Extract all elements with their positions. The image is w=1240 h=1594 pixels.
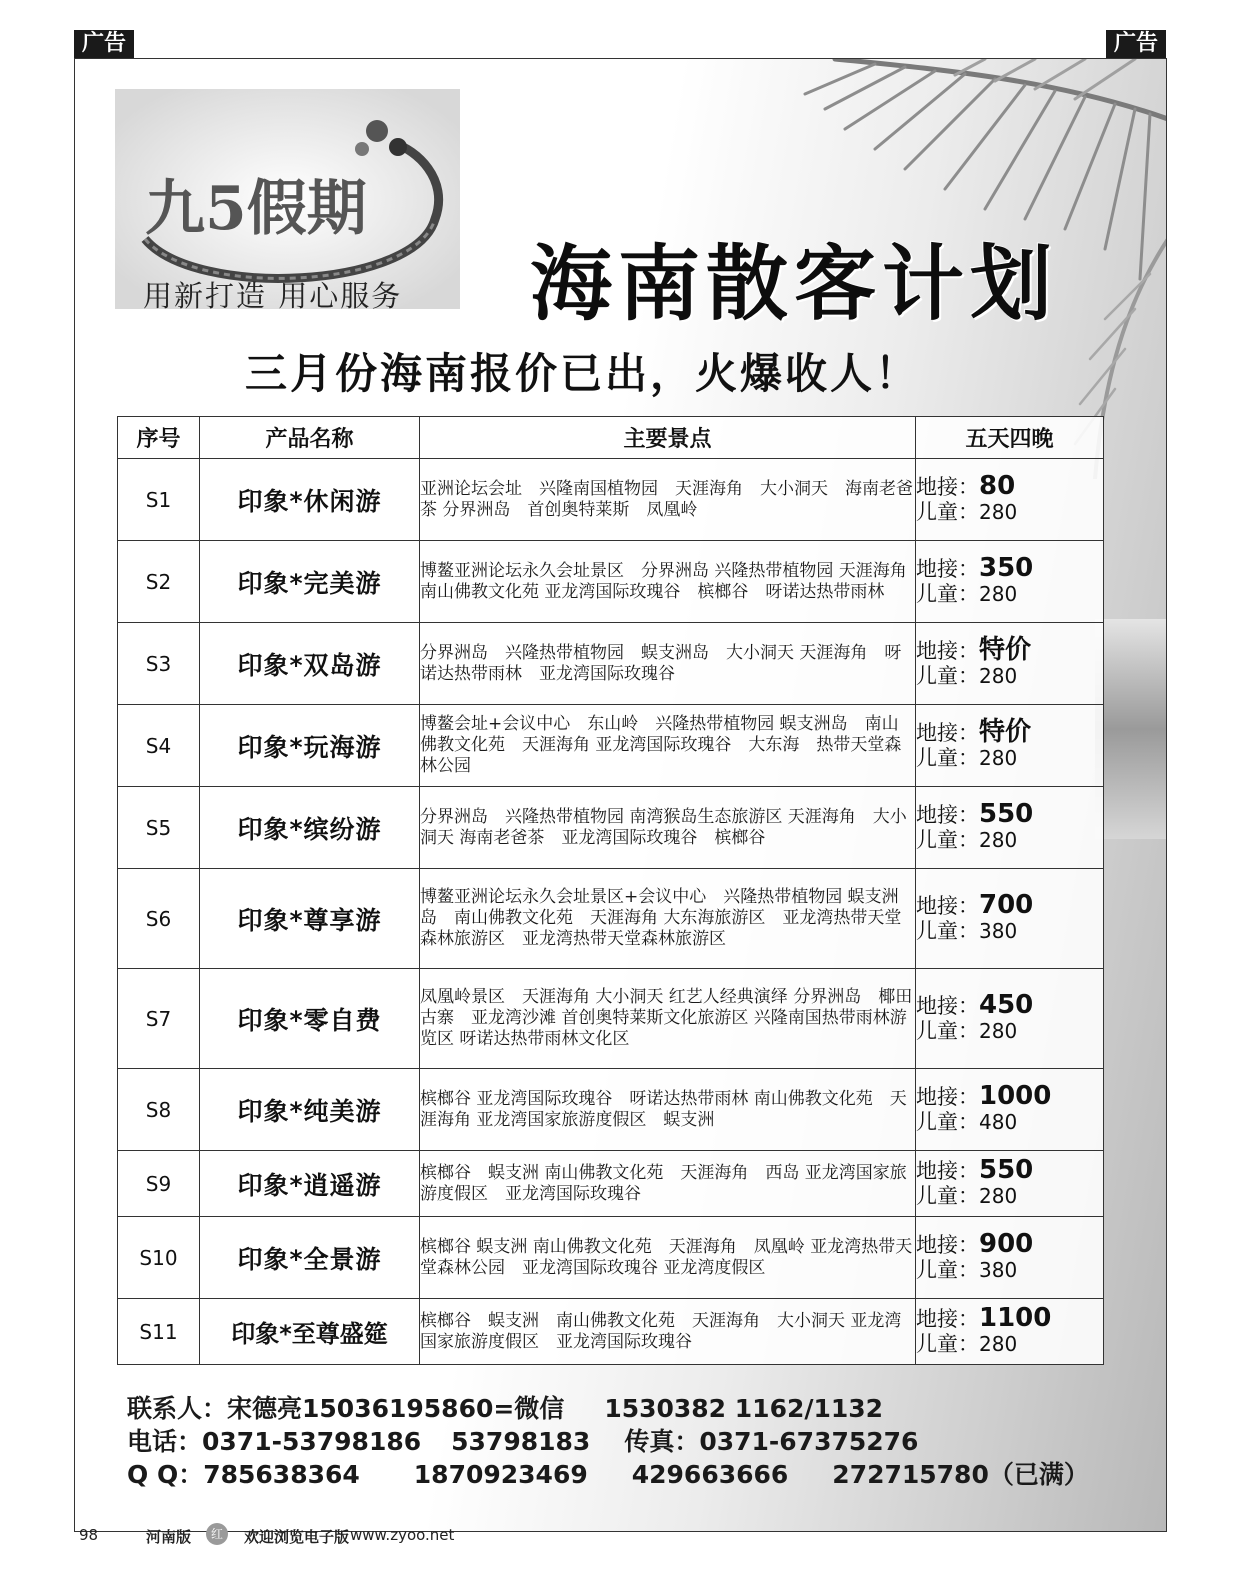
child-price-label: 儿童： xyxy=(916,1110,979,1134)
row-price xyxy=(916,623,1104,705)
row-attractions: 分界洲岛 兴隆热带植物园 南湾猴岛生态旅游区 天涯海角 大小洞天 海南老爸茶 亚龙湾国际玫瑰谷 槟榔谷 xyxy=(420,787,916,869)
child-price-label: 儿童： xyxy=(916,1184,979,1208)
tour-price-table xyxy=(117,416,1104,1365)
child-price-label: 儿童： xyxy=(916,500,979,524)
child-price-label: 儿童： xyxy=(916,1332,979,1356)
qq-label: Q Q： xyxy=(127,1460,204,1489)
logo-text: 九5假期 xyxy=(145,174,367,244)
local-price-value: 特价 xyxy=(979,635,1032,665)
child-price-value: 280 xyxy=(979,1332,1018,1356)
row-product-name: 印象*完美游 xyxy=(200,541,420,623)
row-price xyxy=(916,787,1104,869)
page-subtitle: 三月份海南报价已出，火爆收人！ xyxy=(245,349,921,398)
row-product-name: 印象*缤纷游 xyxy=(200,787,420,869)
qq-number-3: 429663666 xyxy=(631,1460,789,1489)
row-product-name: 印象*休闲游 xyxy=(200,459,420,541)
local-price-label: 地接： xyxy=(916,721,979,745)
contact-person-line xyxy=(127,1389,883,1425)
row-price xyxy=(916,869,1104,969)
local-price-label: 地接： xyxy=(916,803,979,827)
qq-number-1: 785638364 xyxy=(203,1460,360,1489)
child-price-value: 280 xyxy=(979,746,1018,770)
table-row xyxy=(118,1151,1104,1217)
edition-label: 河南版 xyxy=(146,1528,192,1546)
qq-number-2: 1870923469 xyxy=(413,1460,588,1489)
local-price-label: 地接： xyxy=(916,894,979,918)
contact-qq-line xyxy=(127,1455,1089,1491)
child-price-value: 380 xyxy=(979,919,1018,943)
row-code: S8 xyxy=(118,1069,200,1151)
row-product-name: 印象*逍遥游 xyxy=(200,1151,420,1217)
table-row xyxy=(118,1299,1104,1365)
row-product-name: 印象*纯美游 xyxy=(200,1069,420,1151)
child-price-label: 儿童： xyxy=(916,919,979,943)
local-price-label: 地接： xyxy=(916,639,979,663)
local-price-value: 特价 xyxy=(979,717,1032,747)
welcome-text: 欢迎浏览电子版 xyxy=(244,1528,350,1546)
row-code: S9 xyxy=(118,1151,200,1217)
row-code: S7 xyxy=(118,969,200,1069)
local-price-value: 550 xyxy=(979,1155,1034,1185)
fax-number: 0371-67375276 xyxy=(699,1427,919,1456)
table-row xyxy=(118,969,1104,1069)
slogan: 用新打造 用心服务 xyxy=(143,279,403,313)
table-row xyxy=(118,1217,1104,1299)
contact-person: 宋德亮15036195860=微信 xyxy=(227,1394,565,1423)
page-title: 海南散客计划 xyxy=(530,237,1059,332)
website-link[interactable]: www.zyoo.net xyxy=(350,1526,455,1544)
local-price-value: 550 xyxy=(979,799,1034,829)
row-product-name: 印象*至尊盛筵 xyxy=(200,1299,420,1365)
row-code: S1 xyxy=(118,459,200,541)
child-price-value: 280 xyxy=(979,582,1018,606)
child-price-label: 儿童： xyxy=(916,746,979,770)
child-price-label: 儿童： xyxy=(916,582,979,606)
row-attractions: 槟榔谷 蜈支洲 南山佛教文化苑 天涯海角 凤凰岭 亚龙湾热带天堂森林公园 亚龙湾国际玫瑰谷 亚龙湾度假区 xyxy=(420,1217,916,1299)
child-price-value: 280 xyxy=(979,1019,1018,1043)
table-row xyxy=(118,787,1104,869)
table-row xyxy=(118,541,1104,623)
row-code: S10 xyxy=(118,1217,200,1299)
row-product-name: 印象*全景游 xyxy=(200,1217,420,1299)
table-row xyxy=(118,869,1104,969)
local-price-label: 地接： xyxy=(916,1085,979,1109)
wechat-extra: 1530382 1162/1132 xyxy=(604,1394,884,1423)
child-price-value: 280 xyxy=(979,664,1018,688)
row-price xyxy=(916,1217,1104,1299)
row-attractions: 博鳌亚洲论坛永久会址景区 分界洲岛 兴隆热带植物园 天涯海角 南山佛教文化苑 亚龙湾国际玫瑰谷 槟榔谷 呀诺达热带雨林 xyxy=(420,541,916,623)
row-attractions: 博鳌亚洲论坛永久会址景区+会议中心 兴隆热带植物园 蜈支洲岛 南山佛教文化苑 天涯海角 大东海旅游区 亚龙湾热带天堂森林旅游区 亚龙湾热带天堂森林旅游区 xyxy=(420,869,916,969)
row-code: S5 xyxy=(118,787,200,869)
fax-label: 传真： xyxy=(624,1427,700,1456)
row-price xyxy=(916,1151,1104,1217)
local-price-label: 地接： xyxy=(916,475,979,499)
row-attractions: 分界洲岛 兴隆热带植物园 蜈支洲岛 大小洞天 天涯海角 呀诺达热带雨林 亚龙湾国际玫瑰谷 xyxy=(420,623,916,705)
local-price-label: 地接： xyxy=(916,1159,979,1183)
phone-number-2: 53798183 xyxy=(451,1427,591,1456)
table-header-row xyxy=(118,417,1104,459)
child-price-value: 280 xyxy=(979,828,1018,852)
row-product-name: 印象*零自费 xyxy=(200,969,420,1069)
row-price xyxy=(916,459,1104,541)
sea-background xyxy=(1095,619,1167,839)
row-price xyxy=(916,969,1104,1069)
row-price xyxy=(916,1069,1104,1151)
child-price-value: 380 xyxy=(979,1258,1018,1282)
header-five-days-four-nights: 五天四晚 xyxy=(916,417,1104,459)
row-product-name: 印象*双岛游 xyxy=(200,623,420,705)
ad-label-right: 广告 xyxy=(1106,30,1166,58)
row-code: S2 xyxy=(118,541,200,623)
local-price-value: 80 xyxy=(979,471,1016,501)
row-product-name: 印象*尊享游 xyxy=(200,869,420,969)
contact-person-label: 联系人： xyxy=(127,1394,228,1423)
table-row xyxy=(118,459,1104,541)
row-code: S3 xyxy=(118,623,200,705)
row-price xyxy=(916,541,1104,623)
local-price-label: 地接： xyxy=(916,557,979,581)
child-price-value: 280 xyxy=(979,1184,1018,1208)
row-code: S6 xyxy=(118,869,200,969)
child-price-value: 480 xyxy=(979,1110,1018,1134)
header-product-name: 产品名称 xyxy=(200,417,420,459)
row-price xyxy=(916,1299,1104,1365)
advertisement-frame xyxy=(74,58,1167,1532)
local-price-label: 地接： xyxy=(916,1307,979,1331)
phone-number-1: 0371-53798186 xyxy=(202,1427,422,1456)
table-row xyxy=(118,705,1104,787)
table-row xyxy=(118,623,1104,705)
local-price-label: 地接： xyxy=(916,1233,979,1257)
child-price-label: 儿童： xyxy=(916,828,979,852)
child-price-value: 280 xyxy=(979,500,1018,524)
local-price-value: 700 xyxy=(979,890,1034,920)
row-attractions: 亚洲论坛会址 兴隆南国植物园 天涯海角 大小洞天 海南老爸茶 分界洲岛 首创奥特莱斯 凤凰岭 xyxy=(420,459,916,541)
header-attractions: 主要景点 xyxy=(420,417,916,459)
row-attractions: 凤凰岭景区 天涯海角 大小洞天 红艺人经典演绎 分界洲岛 椰田古寨 亚龙湾沙滩 首创奥特莱斯文化旅游区 兴隆南国热带雨林游览区 呀诺达热带雨林文化区 xyxy=(420,969,916,1069)
local-price-label: 地接： xyxy=(916,994,979,1018)
child-price-label: 儿童： xyxy=(916,1019,979,1043)
local-price-value: 350 xyxy=(979,553,1034,583)
phone-label: 电话： xyxy=(127,1427,203,1456)
row-attractions: 博鳌会址+会议中心 东山岭 兴隆热带植物园 蜈支洲岛 南山佛教文化苑 天涯海角 亚龙湾国际玫瑰谷 大东海 热带天堂森林公园 xyxy=(420,705,916,787)
header-code: 序号 xyxy=(118,417,200,459)
row-code: S4 xyxy=(118,705,200,787)
page-number: 98 xyxy=(79,1526,99,1544)
row-attractions: 槟榔谷 蜈支洲 南山佛教文化苑 天涯海角 大小洞天 亚龙湾国家旅游度假区 亚龙湾国际玫瑰谷 xyxy=(420,1299,916,1365)
local-price-value: 1100 xyxy=(979,1303,1052,1333)
local-price-value: 450 xyxy=(979,990,1034,1020)
child-price-label: 儿童： xyxy=(916,664,979,688)
local-price-value: 1000 xyxy=(979,1081,1052,1111)
row-price xyxy=(916,705,1104,787)
contact-phone-line xyxy=(127,1422,918,1458)
ad-label-left: 广告 xyxy=(74,30,134,58)
row-product-name: 印象*玩海游 xyxy=(200,705,420,787)
local-price-value: 900 xyxy=(979,1229,1034,1259)
row-attractions: 槟榔谷 亚龙湾国际玫瑰谷 呀诺达热带雨林 南山佛教文化苑 天涯海角 亚龙湾国家旅游度假区 蜈支洲 xyxy=(420,1069,916,1151)
table-row xyxy=(118,1069,1104,1151)
row-code: S11 xyxy=(118,1299,200,1365)
child-price-label: 儿童： xyxy=(916,1258,979,1282)
qq-number-4: 272715780（已满） xyxy=(832,1460,1089,1489)
row-attractions: 槟榔谷 蜈支洲 南山佛教文化苑 天涯海角 西岛 亚龙湾国家旅游度假区 亚龙湾国际玫瑰谷 xyxy=(420,1151,916,1217)
edition-badge-icon: 红 xyxy=(206,1523,228,1545)
